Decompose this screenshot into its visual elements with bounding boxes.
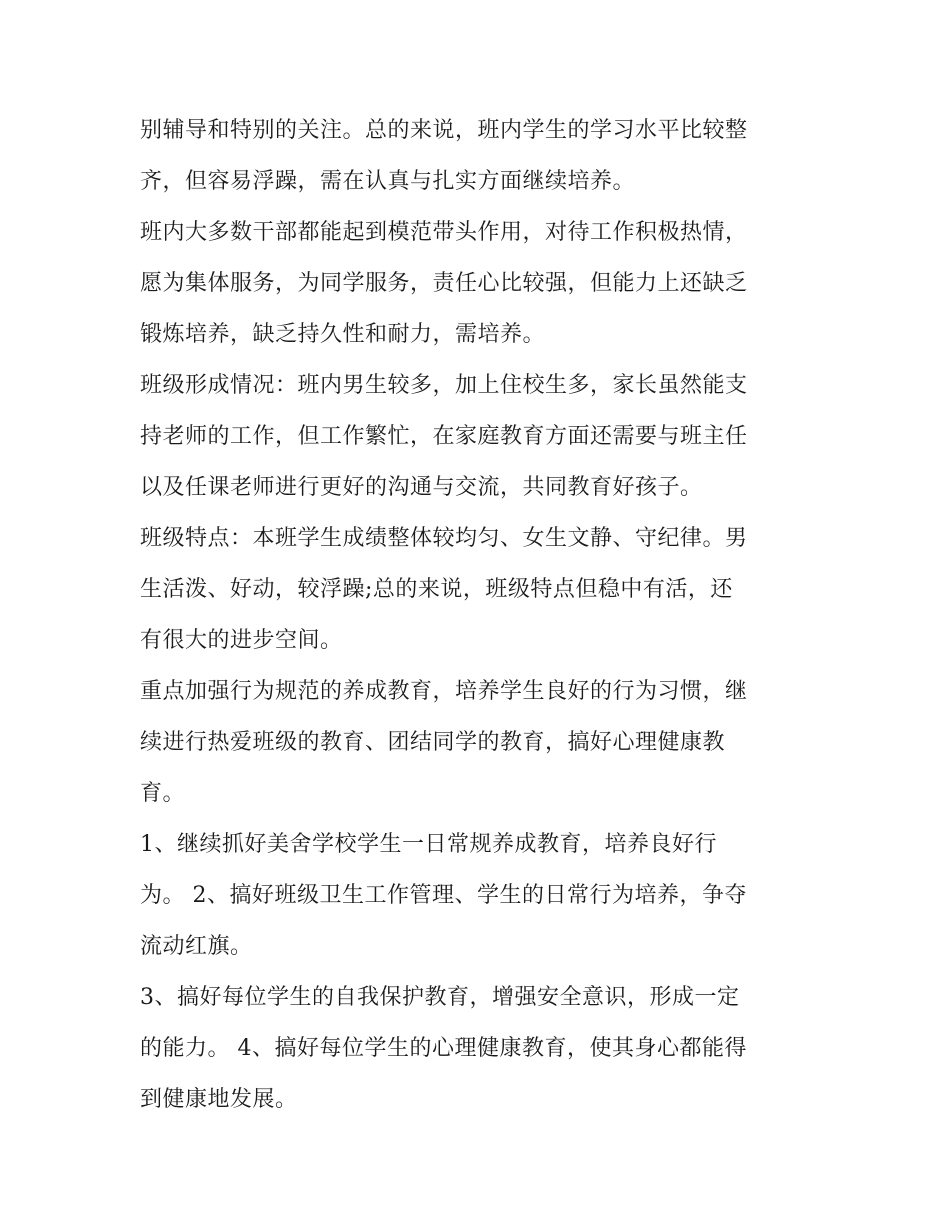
text-line: 续进行热爱班级的教育、团结同学的教育，搞好心理健康教 [140, 730, 726, 755]
text-line: 以及任课老师进行更好的沟通与交流，共同教育好孩子。 [140, 475, 703, 500]
text-line: 持老师的工作，但工作繁忙，在家庭教育方面还需要与班主任 [140, 424, 748, 449]
text-line: 齐，但容易浮躁，需在认真与扎实方面继续培养。 [140, 169, 636, 194]
text-line: 到健康地发展。 [140, 1087, 298, 1112]
paragraph-6 [140, 819, 820, 972]
text-line: 生活泼、好动，较浮躁;总的来说，班级特点但稳中有活，还 [140, 577, 733, 602]
text-line: 愿为集体服务，为同学服务，责任心比较强，但能力上还缺乏 [140, 271, 748, 296]
text-line: 有很大的进步空间。 [140, 628, 343, 653]
text-line: 1、继续抓好美舍学校学生一日常规养成教育，培养良好行 [140, 832, 717, 857]
text-line: 流动红旗。 [140, 934, 253, 959]
text-line: 班级形成情况：班内男生较多，加上住校生多，家长虽然能支 [140, 373, 748, 398]
text-line: 重点加强行为规范的养成教育，培养学生良好的行为习惯，继 [140, 679, 748, 704]
text-line: 班级特点：本班学生成绩整体较均匀、女生文静、守纪律。男 [140, 526, 748, 551]
text-line: 3、搞好每位学生的自我保护教育，增强安全意识，形成一定 [140, 985, 740, 1010]
text-line: 为。 2、搞好班级卫生工作管理、学生的日常行为培养，争夺 [140, 883, 747, 908]
text-line: 育。 [140, 781, 186, 806]
paragraph-1 [140, 105, 820, 207]
text-line: 的能力。 4、搞好每位学生的心理健康教育，使其身心都能得 [140, 1036, 747, 1061]
paragraph-7 [140, 972, 820, 1125]
text-line: 锻炼培养，缺乏持久性和耐力，需培养。 [140, 322, 546, 347]
paragraph-2 [140, 207, 820, 360]
text-line: 班内大多数干部都能起到模范带头作用，对待工作积极热情， [140, 220, 748, 245]
paragraph-5 [140, 666, 820, 819]
paragraph-4 [140, 513, 820, 666]
text-line: 别辅导和特别的关注。总的来说，班内学生的学习水平比较整 [140, 118, 748, 143]
document-body [140, 105, 820, 1125]
paragraph-3 [140, 360, 820, 513]
